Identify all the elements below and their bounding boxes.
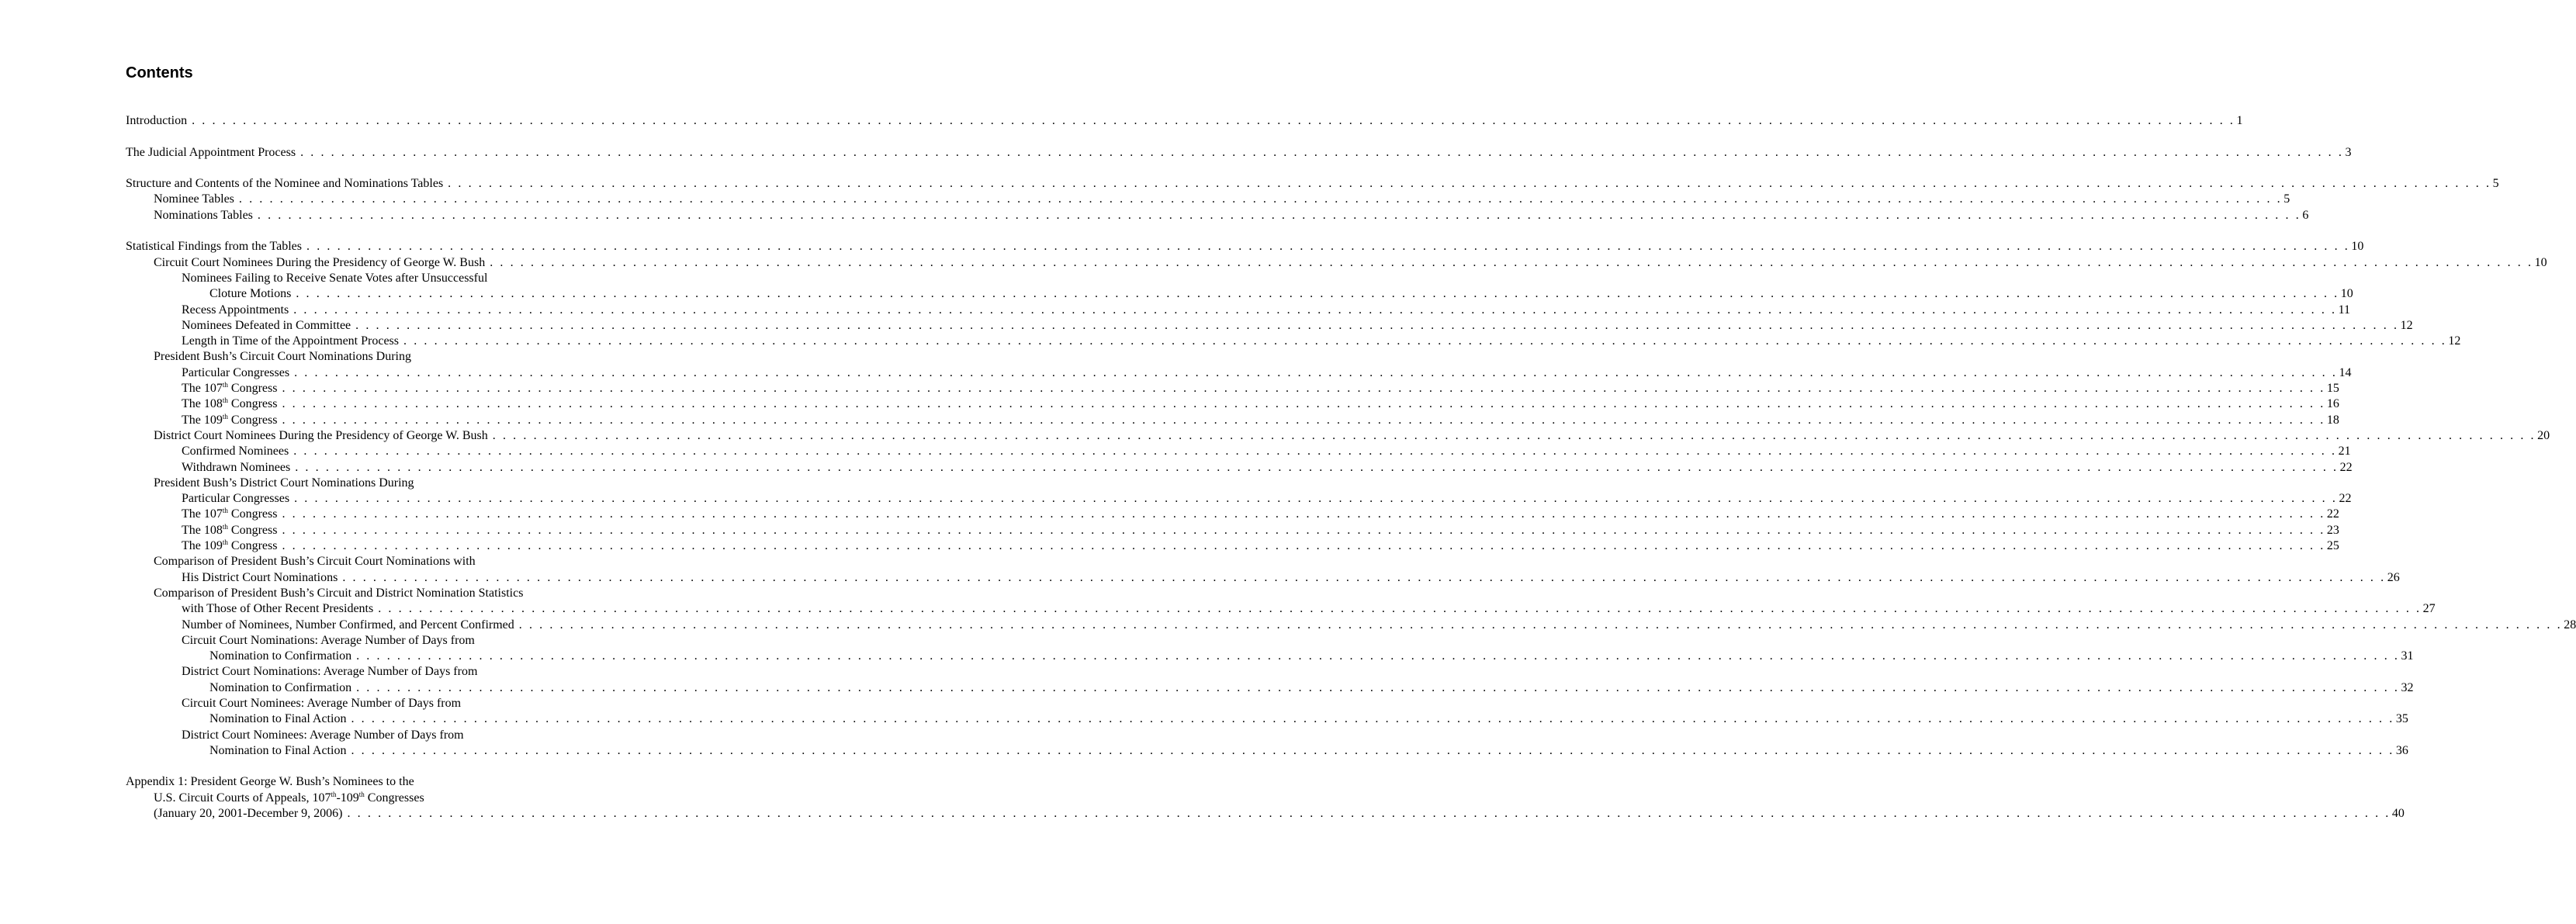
toc-entry-title: [126, 774, 414, 790]
page-number: 21: [2338, 445, 2351, 459]
toc-entry[interactable]: [182, 365, 2352, 381]
dot-leader: . . . . . . . . . . . . . . . . . . . . . . . . . . . . . . . . . . . . . . . . . . . . . . . . . . . . . . . . . . . . . . . . . . . . . . . . . . . . . . . . . . . . . . . . . . . . . . . . . . . . . . . . . . . . . . . . . . . . . . . . . . . . . . . . . . . . . . . . . . . . . . . . . . . . . . . . . . . . . . . . . . . . . . . . . . . . . . . . . . . . . . . . . . . . . . . . . . . . . . . .: [296, 287, 2339, 301]
toc-entry: [182, 696, 588, 711]
toc-entry-title: [182, 396, 277, 412]
toc-entry[interactable]: [182, 570, 2400, 586]
toc-entry-title: [209, 711, 346, 727]
toc-entry-text: Nomination to Confirmation: [209, 649, 352, 663]
toc-entry-title: [126, 113, 187, 129]
toc-entry-title: [182, 413, 277, 428]
dot-leader: . . . . . . . . . . . . . . . . . . . . . . . . . . . . . . . . . . . . . . . . . . . . . . . . . . . . . . . . . . . . . . . . . . . . . . . . . . . . . . . . . . . . . . . . . . . . . . . . . . . . . . . . . . . . . . . . . . . . . . . . . . . . . . . . . . . . . . . . . . . . . . . . . . . . . . . . . . . . . . . . . . . . . . . . . . . . . . . . . . . . . . . . . . . . . . . . . . . . . . . .: [448, 177, 2491, 191]
toc-entry[interactable]: [126, 145, 2352, 161]
toc-entry-title: [182, 728, 464, 743]
toc-entry[interactable]: [182, 381, 2339, 396]
page-number: 5: [2283, 192, 2290, 206]
toc-entry-text: Nominees Failing to Receive Senate Votes after Unsuccessful: [182, 271, 488, 285]
dot-leader: . . . . . . . . . . . . . . . . . . . . . . . . . . . . . . . . . . . . . . . . . . . . . . . . . . . . . . . . . . . . . . . . . . . . . . . . . . . . . . . . . . . . . . . . . . . . . . . . . . . . . . . . . . . . . . . . . . . . . . . . . . . . . . . . . . . . . . . . . . . . . . . . . . . . . . . . . . . . . . . . . . . . . . . . . . . . . . . . . . . . . . . . . . . . . . . . . . . . . . . .: [306, 240, 2350, 254]
page-number: 23: [2326, 523, 2339, 537]
toc-entry-title: [182, 601, 373, 617]
toc-entry-text: Circuit Court Nominations: Average Number of Days from: [182, 633, 475, 647]
toc-entry[interactable]: [182, 396, 2339, 412]
ordinal-superscript: th: [222, 507, 228, 515]
page-number: 10: [2351, 240, 2364, 254]
dot-leader: . . . . . . . . . . . . . . . . . . . . . . . . . . . . . . . . . . . . . . . . . . . . . . . . . . . . . . . . . . . . . . . . . . . . . . . . . . . . . . . . . . . . . . . . . . . . . . . . . . . . . . . . . . . . . . . . . . . . . . . . . . . . . . . . . . . . . . . . . . . . . . . . . . . . . . . . . . . . . . . . . . . . . . . . . . . . . . . . . . . . . . . . . . . . . . . . . . . . . . . .: [351, 712, 2394, 726]
toc-entry[interactable]: [182, 522, 2339, 538]
page-number: 31: [2401, 649, 2414, 663]
toc-entry-text: His District Court Nominations: [182, 570, 338, 584]
toc-entry[interactable]: [154, 255, 2547, 271]
toc-entry-text: Statistical Findings from the Tables: [126, 240, 303, 254]
page-number: 26: [2387, 570, 2400, 584]
dot-leader: . . . . . . . . . . . . . . . . . . . . . . . . . . . . . . . . . . . . . . . . . . . . . . . . . . . . . . . . . . . . . . . . . . . . . . . . . . . . . . . . . . . . . . . . . . . . . . . . . . . . . . . . . . . . . . . . . . . . . . . . . . . . . . . . . . . . . . . . . . . . . . . . . . . . . . . . . . . . . . . . . . . . . . . . . . . . . . . . . . . . . . . . . . . . . . . . . . . . . . . .: [282, 397, 2325, 411]
toc-entry-text: The Judicial Appointment Process: [126, 145, 296, 159]
toc-entry-text: District Court Nominees During the Presidency of George W. Bush: [154, 428, 488, 442]
dot-leader: . . . . . . . . . . . . . . . . . . . . . . . . . . . . . . . . . . . . . . . . . . . . . . . . . . . . . . . . . . . . . . . . . . . . . . . . . . . . . . . . . . . . . . . . . . . . . . . . . . . . . . . . . . . . . . . . . . . . . . . . . . . . . . . . . . . . . . . . . . . . . . . . . . . . . . . . . . . . . . . . . . . . . . . . . . . . . . . . . . . . . . . . . . . . . . . . . . . . . . . .: [378, 602, 2422, 616]
toc-entry-text: Congress: [227, 397, 278, 411]
dot-leader: . . . . . . . . . . . . . . . . . . . . . . . . . . . . . . . . . . . . . . . . . . . . . . . . . . . . . . . . . . . . . . . . . . . . . . . . . . . . . . . . . . . . . . . . . . . . . . . . . . . . . . . . . . . . . . . . . . . . . . . . . . . . . . . . . . . . . . . . . . . . . . . . . . . . . . . . . . . . . . . . . . . . . . . . . . . . . . . . . . . . . . . . . . . . . . . . . . . . . . . .: [294, 492, 2338, 506]
dot-leader: . . . . . . . . . . . . . . . . . . . . . . . . . . . . . . . . . . . . . . . . . . . . . . . . . . . . . . . . . . . . . . . . . . . . . . . . . . . . . . . . . . . . . . . . . . . . . . . . . . . . . . . . . . . . . . . . . . . . . . . . . . . . . . . . . . . . . . . . . . . . . . . . . . . . . . . . . . . . . . . . . . . . . . . . . . . . . . . . . . . . . . . . . . . . . . . . . . . . . . . .: [342, 570, 2386, 584]
page-number: 16: [2326, 397, 2339, 411]
toc-entry[interactable]: [182, 491, 2352, 507]
table-of-contents: [126, 113, 2576, 822]
toc-entry[interactable]: [209, 680, 2414, 696]
dot-leader: . . . . . . . . . . . . . . . . . . . . . . . . . . . . . . . . . . . . . . . . . . . . . . . . . . . . . . . . . . . . . . . . . . . . . . . . . . . . . . . . . . . . . . . . . . . . . . . . . . . . . . . . . . . . . . . . . . . . . . . . . . . . . . . . . . . . . . . . . . . . . . . . . . . . . . . . . . . . . . . . . . . . . . . . . . . . . . . . . . . . . . . . . . . . . . . . . . . . . . . .: [356, 649, 2400, 663]
toc-entry-text: -109: [336, 791, 359, 805]
toc-entry[interactable]: [126, 239, 2364, 254]
page-number: 10: [2340, 287, 2353, 301]
dot-leader: . . . . . . . . . . . . . . . . . . . . . . . . . . . . . . . . . . . . . . . . . . . . . . . . . . . . . . . . . . . . . . . . . . . . . . . . . . . . . . . . . . . . . . . . . . . . . . . . . . . . . . . . . . . . . . . . . . . . . . . . . . . . . . . . . . . . . . . . . . . . . . . . . . . . . . . . . . . . . . . . . . . . . . . . . . . . . . . . . . . . . . . . . . . . . . . . . . . . . . . .: [294, 365, 2338, 379]
toc-entry-text: with Those of Other Recent Presidents: [182, 602, 374, 616]
dot-leader: . . . . . . . . . . . . . . . . . . . . . . . . . . . . . . . . . . . . . . . . . . . . . . . . . . . . . . . . . . . . . . . . . . . . . . . . . . . . . . . . . . . . . . . . . . . . . . . . . . . . . . . . . . . . . . . . . . . . . . . . . . . . . . . . . . . . . . . . . . . . . . . . . . . . . . . . . . . . . . . . . . . . . . . . . . . . . . . . . . . . . . . . . . . . . . . . . . . . . . . .: [492, 428, 2536, 442]
toc-entry-text: Congress: [227, 413, 278, 427]
page-number: 12: [2400, 318, 2413, 332]
toc-entry-text: Congress: [227, 539, 278, 553]
ordinal-superscript: th: [222, 412, 228, 420]
toc-entry-title: [182, 570, 338, 586]
toc-entry-title: [126, 239, 302, 254]
toc-entry-text: Nominee Tables: [154, 192, 234, 206]
toc-entry-title: [154, 806, 342, 822]
toc-entry-title: [182, 491, 289, 507]
page-number: 28: [2564, 618, 2576, 632]
toc-entry[interactable]: [182, 460, 2353, 476]
toc-entry-title: [154, 349, 411, 365]
toc-entry-title: [154, 554, 476, 569]
page-number: 20: [2537, 428, 2550, 442]
toc-entry-text: Nominations Tables: [154, 208, 253, 222]
ordinal-superscript: th: [358, 790, 365, 798]
toc-entry[interactable]: [209, 711, 2408, 727]
page-number: 22: [2339, 460, 2353, 474]
toc-entry[interactable]: [154, 208, 2309, 223]
section-gap: [126, 129, 588, 144]
toc-entry-title: [182, 381, 277, 396]
page-number: 35: [2395, 712, 2408, 726]
toc-entry[interactable]: [126, 176, 2499, 192]
dot-leader: . . . . . . . . . . . . . . . . . . . . . . . . . . . . . . . . . . . . . . . . . . . . . . . . . . . . . . . . . . . . . . . . . . . . . . . . . . . . . . . . . . . . . . . . . . . . . . . . . . . . . . . . . . . . . . . . . . . . . . . . . . . . . . . . . . . . . . . . . . . . . . . . . . . . . . . . . . . . . . . . . . . . . . . . . . . . . . . . . . . . . . . . . . . . . . . . . . . . . . . .: [403, 334, 2447, 348]
toc-entry-text: Nominees Defeated in Committee: [182, 318, 351, 332]
toc-entry-text: Particular Congresses: [182, 492, 290, 506]
toc-entry[interactable]: [182, 507, 2339, 522]
toc-entry[interactable]: [182, 601, 2436, 617]
toc-entry[interactable]: [182, 318, 2413, 334]
toc-entry-text: The 109: [182, 539, 223, 553]
toc-entry-text: President Bush’s District Court Nominations During: [154, 476, 414, 490]
page-number: 15: [2326, 382, 2339, 396]
page-number: 14: [2339, 365, 2352, 379]
toc-entry-title: [182, 318, 351, 334]
dot-leader: . . . . . . . . . . . . . . . . . . . . . . . . . . . . . . . . . . . . . . . . . . . . . . . . . . . . . . . . . . . . . . . . . . . . . . . . . . . . . . . . . . . . . . . . . . . . . . . . . . . . . . . . . . . . . . . . . . . . . . . . . . . . . . . . . . . . . . . . . . . . . . . . . . . . . . . . . . . . . . . . . . . . . . . . . . . . . . . . . . . . . . . . . . . . . . . . . . . . . . . .: [282, 413, 2325, 427]
toc-entry: [154, 586, 588, 601]
page-number: 25: [2326, 539, 2339, 553]
dot-leader: . . . . . . . . . . . . . . . . . . . . . . . . . . . . . . . . . . . . . . . . . . . . . . . . . . . . . . . . . . . . . . . . . . . . . . . . . . . . . . . . . . . . . . . . . . . . . . . . . . . . . . . . . . . . . . . . . . . . . . . . . . . . . . . . . . . . . . . . . . . . . . . . . . . . . . . . . . . . . . . . . . . . . . . . . . . . . . . . . . . . . . . . . . . . . . . . . . . . . . . .: [295, 460, 2339, 474]
toc-entry-text: Circuit Court Nominees: Average Number of Days from: [182, 696, 462, 710]
toc-entry[interactable]: [209, 743, 2408, 759]
toc-entry: [154, 349, 588, 365]
toc-entry-text: Cloture Motions: [209, 287, 292, 301]
dot-leader: . . . . . . . . . . . . . . . . . . . . . . . . . . . . . . . . . . . . . . . . . . . . . . . . . . . . . . . . . . . . . . . . . . . . . . . . . . . . . . . . . . . . . . . . . . . . . . . . . . . . . . . . . . . . . . . . . . . . . . . . . . . . . . . . . . . . . . . . . . . . . . . . . . . . . . . . . . . . . . . . . . . . . . . . . . . . . . . . . . . . . . . . . . . . . . . . . . . . . . . .: [282, 382, 2325, 396]
ordinal-superscript: th: [222, 396, 228, 405]
toc-entry-title: [209, 286, 291, 302]
page-number: 27: [2422, 602, 2436, 616]
toc-entry: [154, 476, 588, 491]
page-number: 22: [2326, 507, 2339, 521]
toc-entry-text: District Court Nominations: Average Number of Days from: [182, 665, 478, 679]
toc-entry-text: Congress: [227, 523, 278, 537]
page-number: 6: [2302, 208, 2309, 222]
toc-entry-text: Introduction: [126, 114, 188, 127]
toc-entry-title: [209, 680, 351, 696]
toc-entry: [154, 791, 588, 806]
toc-entry[interactable]: [182, 334, 2461, 349]
dot-leader: . . . . . . . . . . . . . . . . . . . . . . . . . . . . . . . . . . . . . . . . . . . . . . . . . . . . . . . . . . . . . . . . . . . . . . . . . . . . . . . . . . . . . . . . . . . . . . . . . . . . . . . . . . . . . . . . . . . . . . . . . . . . . . . . . . . . . . . . . . . . . . . . . . . . . . . . . . . . . . . . . . . . . . . . . . . . . . . . . . . . . . . . . . . . . . . . . . . . . . . .: [355, 318, 2399, 332]
toc-entry[interactable]: [209, 649, 2414, 664]
toc-entry-text: Congress: [227, 382, 278, 396]
toc-entry: [182, 633, 588, 649]
toc-entry-text: The 108: [182, 397, 223, 411]
toc-entry: [182, 664, 588, 680]
dot-leader: . . . . . . . . . . . . . . . . . . . . . . . . . . . . . . . . . . . . . . . . . . . . . . . . . . . . . . . . . . . . . . . . . . . . . . . . . . . . . . . . . . . . . . . . . . . . . . . . . . . . . . . . . . . . . . . . . . . . . . . . . . . . . . . . . . . . . . . . . . . . . . . . . . . . . . . . . . . . . . . . . . . . . . . . . . . . . . . . . . . . . . . . . . . . . . . . . . . . . . . .: [257, 208, 2301, 222]
dot-leader: . . . . . . . . . . . . . . . . . . . . . . . . . . . . . . . . . . . . . . . . . . . . . . . . . . . . . . . . . . . . . . . . . . . . . . . . . . . . . . . . . . . . . . . . . . . . . . . . . . . . . . . . . . . . . . . . . . . . . . . . . . . . . . . . . . . . . . . . . . . . . . . . . . . . . . . . . . . . . . . . . . . . . . . . . . . . . . . . . . . . . . . . . . . . . . . . . . . . . . . .: [293, 303, 2337, 317]
page-number: 11: [2338, 303, 2351, 317]
page-number: 36: [2395, 743, 2408, 757]
toc-entry[interactable]: [182, 618, 2576, 633]
toc-entry-text: District Court Nominees: Average Number of Days from: [182, 728, 464, 742]
toc-entry-title: [182, 618, 514, 633]
toc-entry-text: U.S. Circuit Courts of Appeals, 107: [154, 791, 331, 805]
toc-entry-title: [182, 460, 290, 476]
toc-entry-text: Nomination to Confirmation: [209, 680, 352, 694]
ordinal-superscript: th: [222, 522, 228, 531]
toc-entry-text: Nomination to Final Action: [209, 712, 347, 726]
section-gap: [126, 759, 588, 774]
toc-entry-title: [126, 176, 443, 192]
toc-entry-text: Comparison of President Bush’s Circuit and District Nomination Statistics: [154, 586, 524, 600]
toc-entry-title: [182, 334, 399, 349]
toc-entry[interactable]: [182, 303, 2351, 318]
dot-leader: . . . . . . . . . . . . . . . . . . . . . . . . . . . . . . . . . . . . . . . . . . . . . . . . . . . . . . . . . . . . . . . . . . . . . . . . . . . . . . . . . . . . . . . . . . . . . . . . . . . . . . . . . . . . . . . . . . . . . . . . . . . . . . . . . . . . . . . . . . . . . . . . . . . . . . . . . . . . . . . . . . . . . . . . . . . . . . . . . . . . . . . . . . . . . . . . . . . . . . . .: [282, 539, 2325, 553]
toc-entry-text: Recess Appointments: [182, 303, 289, 317]
toc-entry-title: [154, 791, 424, 806]
toc-entry-title: [182, 633, 475, 649]
toc-entry-title: [182, 444, 289, 459]
page-number: 22: [2339, 492, 2352, 506]
toc-entry-text: The 109: [182, 413, 223, 427]
section-gap: [126, 161, 588, 176]
toc-entry-title: [154, 586, 523, 601]
toc-entry: [182, 271, 588, 286]
toc-entry[interactable]: [154, 806, 2405, 822]
toc-entry-text: Nomination to Final Action: [209, 743, 347, 757]
toc-entry-title: [182, 664, 477, 680]
toc-entry-title: [182, 507, 277, 522]
toc-entry-text: Congresses: [364, 791, 424, 805]
toc-entry: [126, 774, 588, 790]
page-number: 40: [2391, 807, 2405, 821]
page-title: Contents: [126, 64, 193, 81]
toc-entry[interactable]: [126, 113, 2243, 129]
toc-entry-text: The 107: [182, 382, 223, 396]
toc-entry-text: Length in Time of the Appointment Process: [182, 334, 399, 348]
dot-leader: . . . . . . . . . . . . . . . . . . . . . . . . . . . . . . . . . . . . . . . . . . . . . . . . . . . . . . . . . . . . . . . . . . . . . . . . . . . . . . . . . . . . . . . . . . . . . . . . . . . . . . . . . . . . . . . . . . . . . . . . . . . . . . . . . . . . . . . . . . . . . . . . . . . . . . . . . . . . . . . . . . . . . . . . . . . . . . . . . . . . . . . . . . . . . . . . . . . . . . . .: [282, 507, 2325, 521]
toc-entry-text: (January 20, 2001-December 9, 2006): [154, 807, 343, 821]
toc-entry-text: The 107: [182, 507, 223, 521]
toc-entry-title: [182, 538, 277, 554]
toc-entry[interactable]: [209, 286, 2353, 302]
toc-entry-text: Comparison of President Bush’s Circuit Court Nominations with: [154, 555, 476, 569]
ordinal-superscript: th: [331, 790, 337, 798]
page-number: 32: [2401, 680, 2414, 694]
dot-leader: . . . . . . . . . . . . . . . . . . . . . . . . . . . . . . . . . . . . . . . . . . . . . . . . . . . . . . . . . . . . . . . . . . . . . . . . . . . . . . . . . . . . . . . . . . . . . . . . . . . . . . . . . . . . . . . . . . . . . . . . . . . . . . . . . . . . . . . . . . . . . . . . . . . . . . . . . . . . . . . . . . . . . . . . . . . . . . . . . . . . . . . . . . . . . . . . . . . . . . . .: [238, 192, 2283, 206]
toc-entry[interactable]: [154, 428, 2550, 444]
toc-entry-text: Congress: [227, 507, 278, 521]
toc-entry-text: Confirmed Nominees: [182, 445, 289, 459]
toc-entry[interactable]: [182, 444, 2351, 459]
toc-entry-title: [182, 523, 277, 538]
dot-leader: . . . . . . . . . . . . . . . . . . . . . . . . . . . . . . . . . . . . . . . . . . . . . . . . . . . . . . . . . . . . . . . . . . . . . . . . . . . . . . . . . . . . . . . . . . . . . . . . . . . . . . . . . . . . . . . . . . . . . . . . . . . . . . . . . . . . . . . . . . . . . . . . . . . . . . . . . . . . . . . . . . . . . . . . . . . . . . . . . . . . . . . . . . . . . . . . . . . . . . . .: [490, 255, 2533, 269]
toc-entry: [154, 554, 588, 569]
toc-entry-text: Structure and Contents of the Nominee and Nominations Tables: [126, 177, 444, 191]
toc-entry-title: [209, 649, 351, 664]
toc-entry-text: Particular Congresses: [182, 365, 290, 379]
page-number: 18: [2326, 413, 2339, 427]
toc-entry-title: [154, 255, 485, 271]
toc-entry-text: President Bush’s Circuit Court Nominations During: [154, 350, 411, 364]
dot-leader: . . . . . . . . . . . . . . . . . . . . . . . . . . . . . . . . . . . . . . . . . . . . . . . . . . . . . . . . . . . . . . . . . . . . . . . . . . . . . . . . . . . . . . . . . . . . . . . . . . . . . . . . . . . . . . . . . . . . . . . . . . . . . . . . . . . . . . . . . . . . . . . . . . . . . . . . . . . . . . . . . . . . . . . . . . . . . . . . . . . . . . . . . . . . . . . . . . . . . . . .: [300, 145, 2344, 159]
toc-entry[interactable]: [182, 412, 2339, 428]
page-number: 3: [2345, 145, 2352, 159]
page-number: 5: [2492, 177, 2499, 191]
toc-entry-title: [209, 743, 346, 759]
page-number: 10: [2534, 255, 2547, 269]
toc-entry-title: [182, 303, 289, 318]
toc-entry-text: Circuit Court Nominees During the Presidency of George W. Bush: [154, 255, 486, 269]
dot-leader: . . . . . . . . . . . . . . . . . . . . . . . . . . . . . . . . . . . . . . . . . . . . . . . . . . . . . . . . . . . . . . . . . . . . . . . . . . . . . . . . . . . . . . . . . . . . . . . . . . . . . . . . . . . . . . . . . . . . . . . . . . . . . . . . . . . . . . . . . . . . . . . . . . . . . . . . . . . . . . . . . . . . . . . . . . . . . . . . . . . . . . . . . . . . . . . . . . . . . . . .: [347, 807, 2391, 821]
toc-entry-text: Appendix 1: President George W. Bush’s Nominees to the: [126, 775, 414, 789]
toc-entry-title: [182, 365, 289, 381]
dot-leader: . . . . . . . . . . . . . . . . . . . . . . . . . . . . . . . . . . . . . . . . . . . . . . . . . . . . . . . . . . . . . . . . . . . . . . . . . . . . . . . . . . . . . . . . . . . . . . . . . . . . . . . . . . . . . . . . . . . . . . . . . . . . . . . . . . . . . . . . . . . . . . . . . . . . . . . . . . . . . . . . . . . . . . . . . . . . . . . . . . . . . . . . . . . . . . . . . . . . . . . .: [192, 114, 2235, 127]
toc-entry-title: [154, 192, 234, 207]
ordinal-superscript: th: [222, 538, 228, 547]
dot-leader: . . . . . . . . . . . . . . . . . . . . . . . . . . . . . . . . . . . . . . . . . . . . . . . . . . . . . . . . . . . . . . . . . . . . . . . . . . . . . . . . . . . . . . . . . . . . . . . . . . . . . . . . . . . . . . . . . . . . . . . . . . . . . . . . . . . . . . . . . . . . . . . . . . . . . . . . . . . . . . . . . . . . . . . . . . . . . . . . . . . . . . . . . . . . . . . . . . . . . . . .: [518, 618, 2563, 632]
section-gap: [126, 223, 588, 239]
toc-entry-title: [154, 428, 488, 444]
toc-entry[interactable]: [182, 538, 2339, 554]
toc-entry-title: [182, 696, 461, 711]
toc-entry-text: The 108: [182, 523, 223, 537]
toc-entry[interactable]: [154, 192, 2290, 207]
toc-entry-title: [126, 145, 296, 161]
toc-entry-text: Withdrawn Nominees: [182, 460, 291, 474]
toc-entry-title: [182, 271, 487, 286]
dot-leader: . . . . . . . . . . . . . . . . . . . . . . . . . . . . . . . . . . . . . . . . . . . . . . . . . . . . . . . . . . . . . . . . . . . . . . . . . . . . . . . . . . . . . . . . . . . . . . . . . . . . . . . . . . . . . . . . . . . . . . . . . . . . . . . . . . . . . . . . . . . . . . . . . . . . . . . . . . . . . . . . . . . . . . . . . . . . . . . . . . . . . . . . . . . . . . . . . . . . . . . .: [282, 523, 2325, 537]
toc-entry: [182, 728, 588, 743]
toc-entry-title: [154, 476, 414, 491]
page-number: 1: [2236, 114, 2243, 127]
dot-leader: . . . . . . . . . . . . . . . . . . . . . . . . . . . . . . . . . . . . . . . . . . . . . . . . . . . . . . . . . . . . . . . . . . . . . . . . . . . . . . . . . . . . . . . . . . . . . . . . . . . . . . . . . . . . . . . . . . . . . . . . . . . . . . . . . . . . . . . . . . . . . . . . . . . . . . . . . . . . . . . . . . . . . . . . . . . . . . . . . . . . . . . . . . . . . . . . . . . . . . . .: [356, 680, 2400, 694]
page-number: 12: [2448, 334, 2461, 348]
dot-leader: . . . . . . . . . . . . . . . . . . . . . . . . . . . . . . . . . . . . . . . . . . . . . . . . . . . . . . . . . . . . . . . . . . . . . . . . . . . . . . . . . . . . . . . . . . . . . . . . . . . . . . . . . . . . . . . . . . . . . . . . . . . . . . . . . . . . . . . . . . . . . . . . . . . . . . . . . . . . . . . . . . . . . . . . . . . . . . . . . . . . . . . . . . . . . . . . . . . . . . . .: [293, 445, 2337, 459]
dot-leader: . . . . . . . . . . . . . . . . . . . . . . . . . . . . . . . . . . . . . . . . . . . . . . . . . . . . . . . . . . . . . . . . . . . . . . . . . . . . . . . . . . . . . . . . . . . . . . . . . . . . . . . . . . . . . . . . . . . . . . . . . . . . . . . . . . . . . . . . . . . . . . . . . . . . . . . . . . . . . . . . . . . . . . . . . . . . . . . . . . . . . . . . . . . . . . . . . . . . . . . .: [351, 743, 2394, 757]
toc-entry-text: Number of Nominees, Number Confirmed, and Percent Confirmed: [182, 618, 514, 632]
ordinal-superscript: th: [222, 381, 228, 389]
toc-entry-title: [154, 208, 253, 223]
